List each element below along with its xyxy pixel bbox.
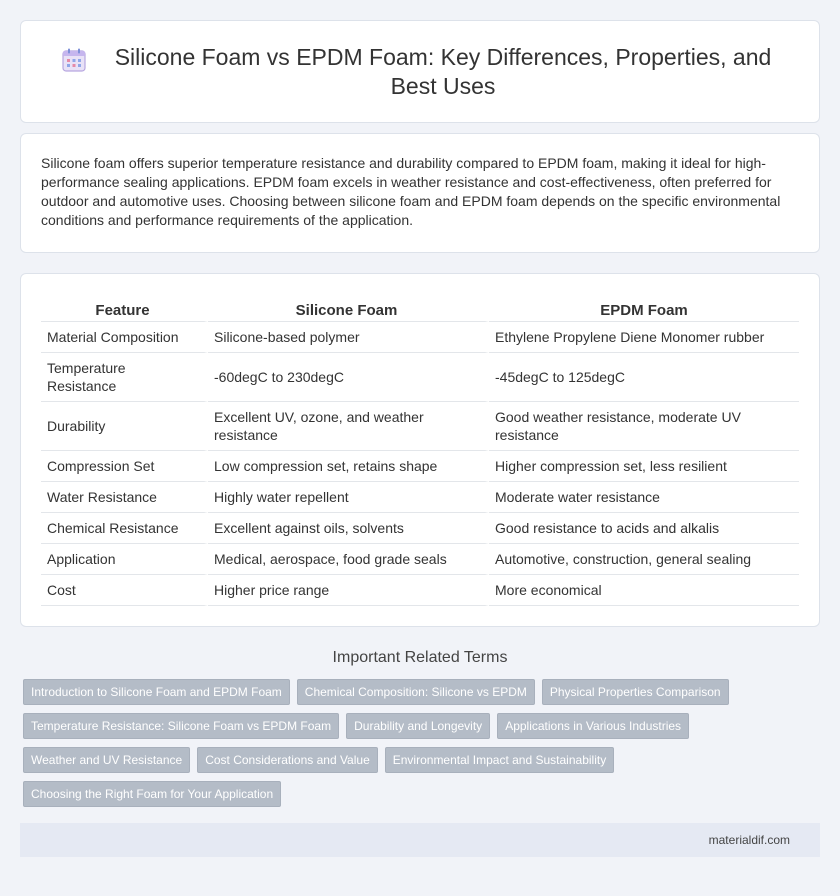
comparison-table xyxy=(41,296,799,606)
cell-feature: Chemical Resistance xyxy=(41,513,208,544)
cell-epdm: More economical xyxy=(489,575,799,606)
related-term-tag[interactable]: Introduction to Silicone Foam and EPDM Foam xyxy=(23,679,290,705)
cell-epdm: Ethylene Propylene Diene Monomer rubber xyxy=(489,322,799,353)
cell-feature: Water Resistance xyxy=(41,482,208,513)
cell-silicone: Silicone-based polymer xyxy=(208,322,489,353)
related-term-tag[interactable]: Cost Considerations and Value xyxy=(197,747,378,773)
title-wrap xyxy=(61,43,779,101)
cell-epdm: Automotive, construction, general sealing xyxy=(489,544,799,575)
related-term-tag[interactable]: Durability and Longevity xyxy=(346,713,490,739)
related-term-tag[interactable]: Applications in Various Industries xyxy=(497,713,689,739)
table-row xyxy=(41,451,799,482)
cell-feature: Temperature Resistance xyxy=(41,353,208,402)
cell-silicone: Excellent UV, ozone, and weather resistance xyxy=(208,402,489,451)
table-row xyxy=(41,513,799,544)
cell-epdm: Higher compression set, less resilient xyxy=(489,451,799,482)
calendar-icon xyxy=(61,47,87,73)
comparison-card xyxy=(20,273,820,627)
page-title: Silicone Foam vs EPDM Foam: Key Differences, Properties, and Best Uses xyxy=(114,43,772,99)
footer-site-link[interactable]: materialdif.com xyxy=(708,833,790,847)
related-term-tag[interactable]: Chemical Composition: Silicone vs EPDM xyxy=(297,679,535,705)
cell-feature: Material Composition xyxy=(41,322,208,353)
table-row xyxy=(41,402,799,451)
related-term-tag[interactable]: Choosing the Right Foam for Your Application xyxy=(23,781,281,807)
cell-feature: Cost xyxy=(41,575,208,606)
related-terms-list xyxy=(0,679,840,815)
cell-silicone: Medical, aerospace, food grade seals xyxy=(208,544,489,575)
table-header-row xyxy=(41,296,799,322)
page-header xyxy=(20,20,820,123)
table-row xyxy=(41,575,799,606)
related-term-tag[interactable]: Physical Properties Comparison xyxy=(542,679,729,705)
table-row xyxy=(41,544,799,575)
related-term-tag[interactable]: Environmental Impact and Sustainability xyxy=(385,747,614,773)
cell-feature: Durability xyxy=(41,402,208,451)
cell-feature: Compression Set xyxy=(41,451,208,482)
cell-silicone: -60degC to 230degC xyxy=(208,353,489,402)
cell-silicone: Higher price range xyxy=(208,575,489,606)
header-feature: Feature xyxy=(41,296,208,322)
cell-feature: Application xyxy=(41,544,208,575)
table-row xyxy=(41,482,799,513)
footer xyxy=(20,823,820,857)
cell-silicone: Low compression set, retains shape xyxy=(208,451,489,482)
cell-epdm: Good weather resistance, moderate UV resistance xyxy=(489,402,799,451)
related-term-tag[interactable]: Weather and UV Resistance xyxy=(23,747,190,773)
cell-epdm: -45degC to 125degC xyxy=(489,353,799,402)
related-term-tag[interactable]: Temperature Resistance: Silicone Foam vs EPDM Foam xyxy=(23,713,339,739)
table-row xyxy=(41,322,799,353)
cell-silicone: Highly water repellent xyxy=(208,482,489,513)
table-row xyxy=(41,353,799,402)
cell-epdm: Moderate water resistance xyxy=(489,482,799,513)
related-terms-title: Important Related Terms xyxy=(332,649,508,666)
cell-silicone: Excellent against oils, solvents xyxy=(208,513,489,544)
intro-paragraph: Silicone foam offers superior temperature resistance and durability compared to EPDM foam, making it ideal for high-performance sealing applications. EPDM foam excels in weather resistance and cost-effectiveness, often preferred for outdoor and automotive uses. Choosing between silicone foam and EPDM foam depends on the specific environmental conditions and performance requirements of the application. xyxy=(20,133,820,253)
cell-epdm: Good resistance to acids and alkalis xyxy=(489,513,799,544)
header-silicone: Silicone Foam xyxy=(208,296,489,322)
header-epdm: EPDM Foam xyxy=(489,296,799,322)
